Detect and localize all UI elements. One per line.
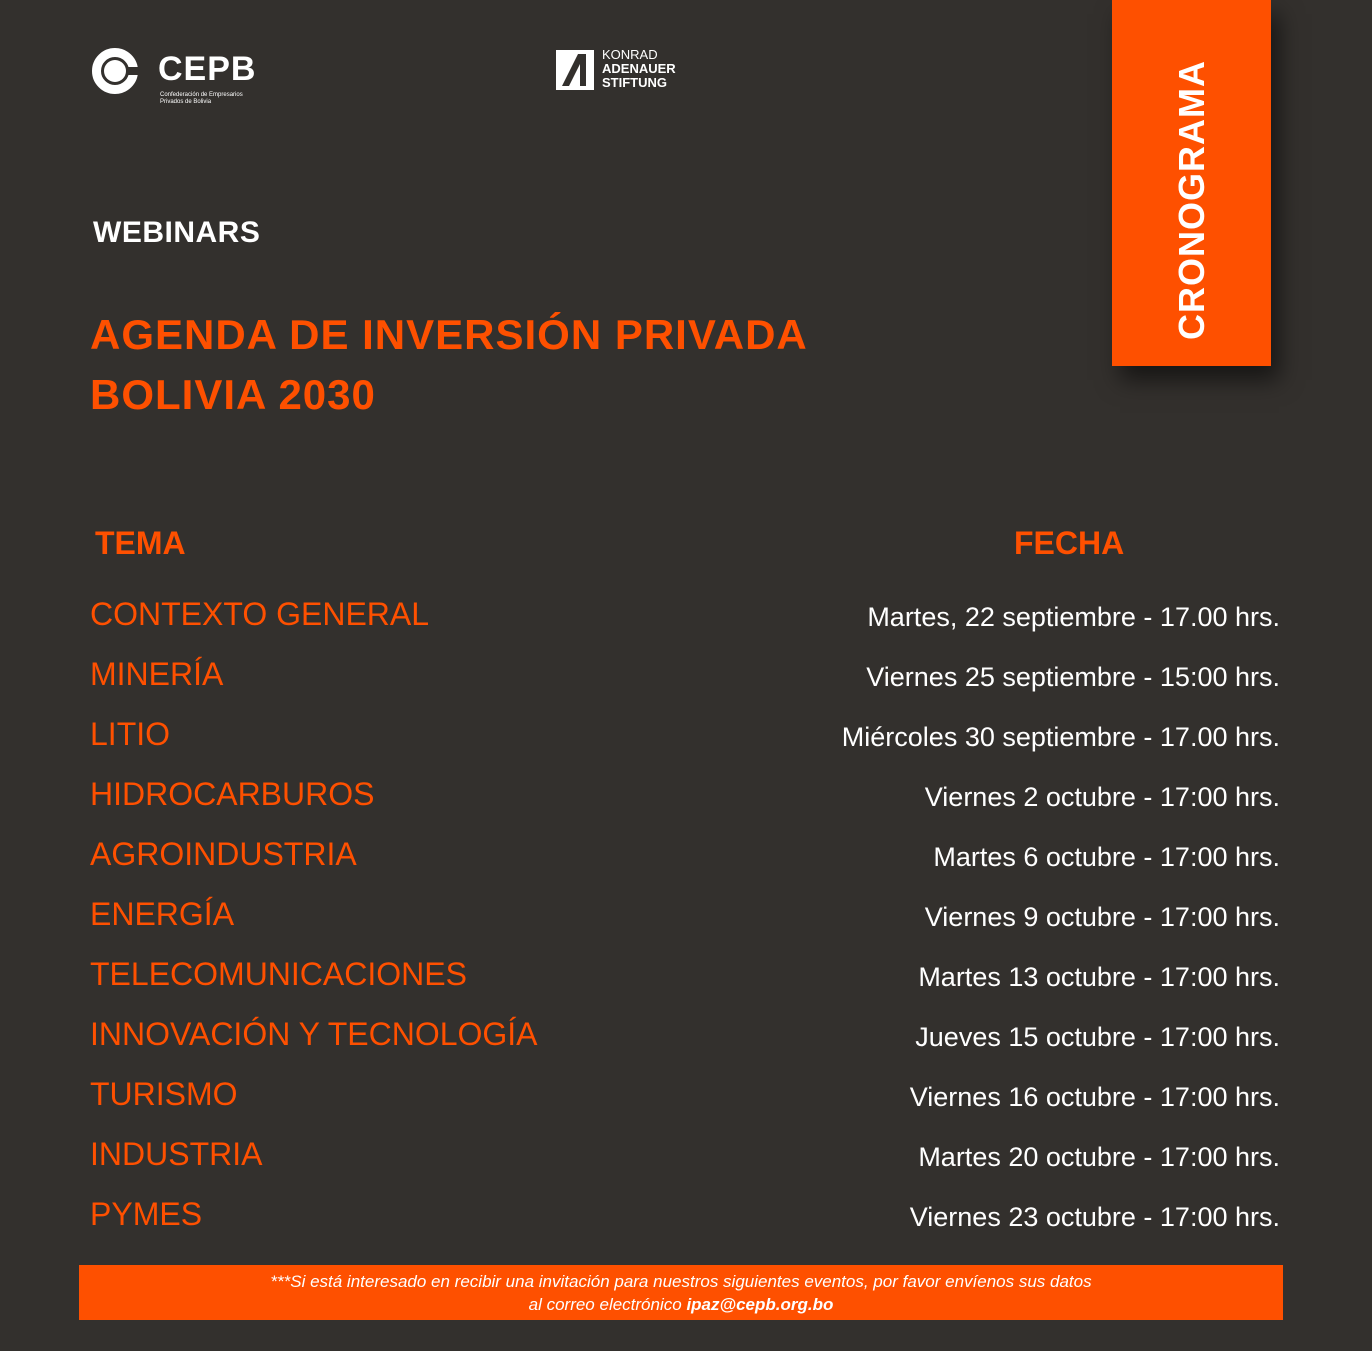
cepb-subtitle-line1: Confederación de Empresarios xyxy=(160,92,243,98)
row-tema: TURISMO xyxy=(90,1076,238,1112)
kas-line2: ADENAUER xyxy=(602,61,676,76)
kas-logo xyxy=(556,48,696,92)
cronograma-tab xyxy=(1112,0,1271,366)
title-line1: AGENDA DE INVERSIÓN PRIVADA xyxy=(90,311,808,358)
schedule-row xyxy=(90,1070,1282,1130)
kas-line3: STIFTUNG xyxy=(602,75,667,90)
row-fecha: Viernes 25 septiembre - 15:00 hrs. xyxy=(866,662,1280,692)
row-tema: CONTEXTO GENERAL xyxy=(90,596,430,632)
footer-line2-prefix: al correo electrónico xyxy=(528,1295,687,1314)
schedule-row xyxy=(90,890,1282,950)
schedule-row xyxy=(90,590,1282,650)
row-fecha: Martes 20 octubre - 17:00 hrs. xyxy=(918,1142,1280,1172)
row-fecha: Martes 6 octubre - 17:00 hrs. xyxy=(933,842,1280,872)
row-fecha: Jueves 15 octubre - 17:00 hrs. xyxy=(915,1022,1280,1052)
row-tema: INDUSTRIA xyxy=(90,1136,263,1172)
column-header-fecha: FECHA xyxy=(1014,525,1125,561)
cronograma-label: CRONOGRAMA xyxy=(1170,60,1212,340)
cepb-logo-text: CEPB xyxy=(158,50,257,88)
row-fecha: Martes, 22 septiembre - 17.00 hrs. xyxy=(867,602,1280,632)
column-header-tema: TEMA xyxy=(95,525,186,561)
cepb-logo xyxy=(92,46,262,110)
kas-line1: KONRAD xyxy=(602,47,658,62)
row-fecha: Viernes 2 octubre - 17:00 hrs. xyxy=(924,782,1280,812)
row-tema: TELECOMUNICACIONES xyxy=(90,956,467,992)
row-tema: HIDROCARBUROS xyxy=(90,776,375,812)
title-line2: BOLIVIA 2030 xyxy=(90,371,376,418)
schedule-row xyxy=(90,830,1282,890)
schedule-row xyxy=(90,950,1282,1010)
footer-line1: ***Si está interesado en recibir una invitación para nuestros siguientes eventos, por favor envíenos sus datos xyxy=(270,1272,1092,1291)
webinars-kicker: WEBINARS xyxy=(93,216,261,249)
row-fecha: Martes 13 octubre - 17:00 hrs. xyxy=(918,962,1280,992)
page-title xyxy=(90,305,808,425)
schedule-row xyxy=(90,770,1282,830)
row-tema: AGROINDUSTRIA xyxy=(90,836,357,872)
footer-notice xyxy=(79,1265,1283,1320)
kas-logo-text xyxy=(602,48,676,90)
row-tema: MINERÍA xyxy=(90,656,224,692)
cepb-logo-core xyxy=(104,60,126,82)
schedule-row xyxy=(90,650,1282,710)
kas-logo-icon xyxy=(556,50,594,90)
row-fecha: Viernes 16 octubre - 17:00 hrs. xyxy=(909,1082,1280,1112)
schedule-row xyxy=(90,710,1282,770)
row-tema: ENERGÍA xyxy=(90,896,235,932)
row-fecha: Viernes 9 octubre - 17:00 hrs. xyxy=(924,902,1280,932)
row-tema: LITIO xyxy=(90,716,171,752)
schedule-row xyxy=(90,1190,1282,1250)
schedule-row xyxy=(90,1130,1282,1190)
schedule-row xyxy=(90,1010,1282,1070)
row-tema: PYMES xyxy=(90,1196,203,1232)
footer-email-link[interactable]: ipaz@cepb.org.bo xyxy=(686,1295,834,1314)
cepb-logo-subtitle xyxy=(160,92,250,106)
footer-line2 xyxy=(79,1293,1283,1316)
row-tema: INNOVACIÓN Y TECNOLOGÍA xyxy=(90,1016,538,1052)
row-fecha: Miércoles 30 septiembre - 17.00 hrs. xyxy=(841,722,1280,752)
row-fecha: Viernes 23 octubre - 17:00 hrs. xyxy=(909,1202,1280,1232)
cepb-subtitle-line2: Privados de Bolivia xyxy=(160,99,212,105)
schedule-list xyxy=(90,590,1282,1250)
